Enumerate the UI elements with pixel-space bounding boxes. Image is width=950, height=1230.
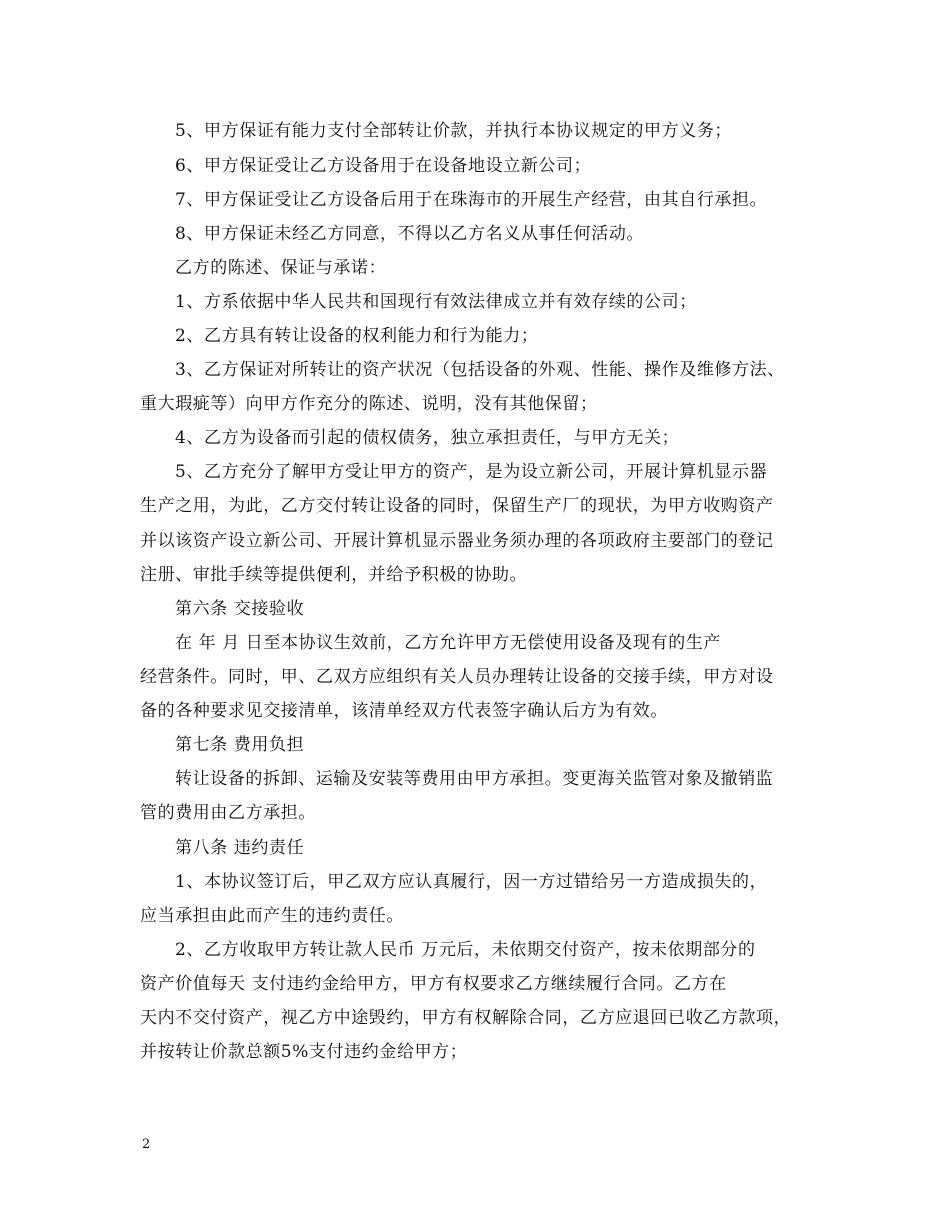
text-line: 注册、审批手续等提供便利，并给予积极的协助。: [140, 565, 528, 585]
text-line: 3、乙方保证对所转让的资产状况（包括设备的外观、性能、操作及维修方法、: [175, 360, 785, 380]
text-line: 6、甲方保证受让乙方设备用于在设备地设立新公司；: [175, 156, 592, 176]
text-line: 4、乙方为设备而引起的债权债务，独立承担责任，与甲方无关；: [175, 428, 680, 448]
article-heading: 第六条 交接验收: [175, 599, 305, 619]
text-line: 在 年 月 日至本协议生效前，乙方允许甲方无偿使用设备及现有的生产: [175, 633, 722, 653]
text-line: 转让设备的拆卸、运输及安装等费用由甲方承担。变更海关监管对象及撤销监: [175, 769, 774, 789]
page-number: 2: [142, 1137, 151, 1152]
text-line: 管的费用由乙方承担。: [140, 803, 316, 823]
text-line: 生产之用，为此，乙方交付转让设备的同时，保留生产厂的现状，为甲方收购资产: [140, 496, 774, 516]
text-line: 7、甲方保证受让乙方设备后用于在珠海市的开展生产经营，由其自行承担。: [175, 190, 768, 210]
text-line: 1、本协议签订后，甲乙双方应认真履行，因一方过错给另一方造成损失的，: [175, 872, 768, 892]
text-line: 2、乙方具有转让设备的权利能力和行为能力；: [175, 326, 539, 346]
article-heading: 第七条 费用负担: [175, 735, 305, 755]
article-heading: 第八条 违约责任: [175, 838, 305, 858]
text-line: 并以该资产设立新公司、开展计算机显示器业务须办理的各项政府主要部门的登记: [140, 531, 774, 551]
text-line: 8、甲方保证未经乙方同意，不得以乙方名义从事任何活动。: [175, 224, 645, 244]
text-line: 2、乙方收取甲方转让款人民币 万元后，未依期交付资产，按未依期部分的: [175, 940, 756, 960]
section-heading: 乙方的陈述、保证与承诺：: [175, 258, 387, 278]
text-line: 资产价值每天 支付违约金给甲方，甲方有权要求乙方继续履行合同。乙方在: [140, 974, 727, 994]
text-line: 1、方系依据中华人民共和国现行有效法律成立并有效存续的公司；: [175, 292, 697, 312]
text-line: 5、乙方充分了解甲方受让甲方的资产，是为设立新公司，开展计算机显示器: [175, 462, 768, 482]
text-line: 天内不交付资产，视乙方中途毁约，甲方有权解除合同，乙方应退回已收乙方款项，: [140, 1008, 792, 1028]
text-line: 应当承担由此而产生的违约责任。: [140, 906, 404, 926]
text-line: 备的各种要求见交接清单，该清单经双方代表签字确认后方为有效。: [140, 701, 668, 721]
text-line: 重大瑕疵等）向甲方作充分的陈述、说明，没有其他保留；: [140, 394, 598, 414]
text-line: 并按转让价款总额5%支付违约金给甲方；: [140, 1042, 468, 1062]
text-line: 5、甲方保证有能力支付全部转让价款，并执行本协议规定的甲方义务；: [175, 121, 733, 141]
text-line: 经营条件。同时，甲、乙双方应组织有关人员办理转让设备的交接手续，甲方对设: [140, 667, 774, 687]
